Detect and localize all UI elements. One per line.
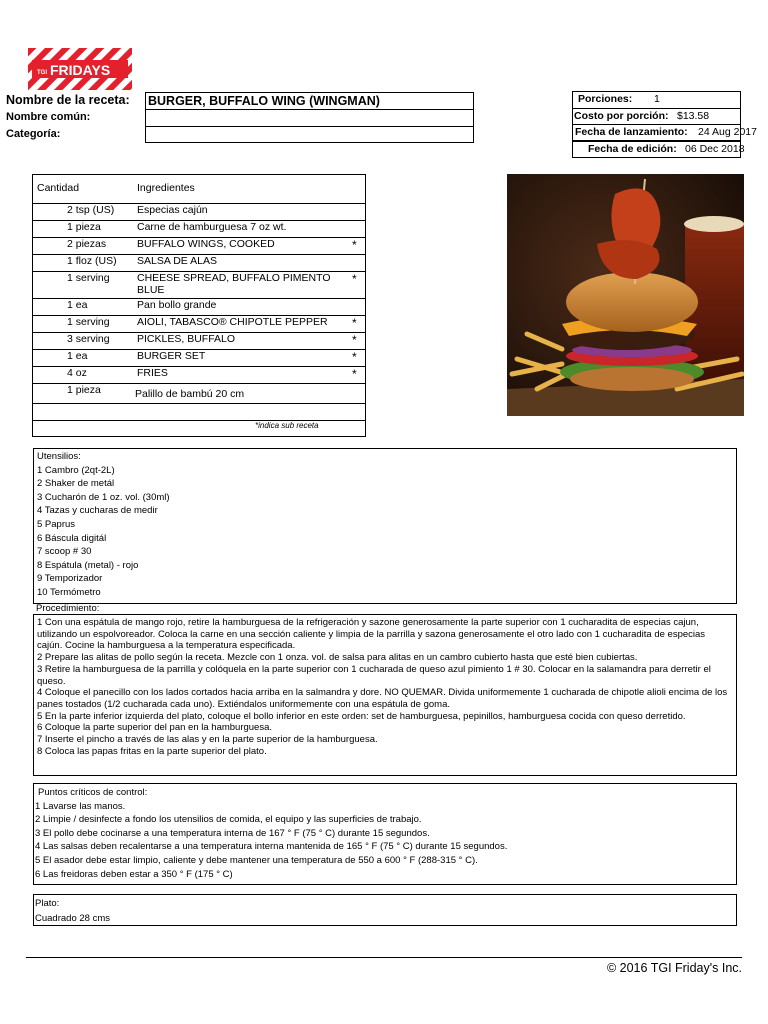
table-row-empty [33, 403, 365, 421]
utensils-section [33, 448, 737, 604]
ingredient-qty: 1 pieza [67, 221, 101, 233]
ingredient-name: SALSA DE ALAS [137, 255, 217, 267]
procedure-title: Procedimiento: [36, 603, 100, 614]
list-item: 4 Tazas y cucharas de medir [37, 505, 158, 517]
table-row [33, 237, 365, 255]
launch-label: Fecha de lanzamiento: [575, 126, 688, 138]
edit-box [572, 141, 745, 158]
list-item: 3 El pollo debe cocinarse a una temperatura interna de 167 ° F (75 ° C) durante 15 segundos. [35, 827, 430, 839]
edit-label: Fecha de edición: [588, 143, 677, 155]
cost-value: $13.58 [677, 110, 710, 122]
ingredient-name: BURGER SET [137, 350, 206, 362]
table-row [33, 298, 365, 316]
procedure-step: 6 Coloque la parte superior del pan en la hamburguesa. [37, 722, 273, 734]
plate-value: Cuadrado 28 cms [35, 913, 110, 924]
procedure-step: 3 Retire la hamburguesa de la parrilla y colóquela en la parte superior con 1 cucharada de queso azul pimiento 1 # 30. Colocar en la salamandra para derretir el queso. [37, 663, 711, 687]
ingredient-name: FRIES [137, 367, 168, 379]
category-label: Categoría: [6, 128, 61, 140]
ingredient-name: PICKLES, BUFFALO [137, 333, 236, 345]
procedure-step: 7 Inserte el pincho a través de las alas y en la parte superior de la hamburguesa. [37, 734, 378, 746]
table-row [33, 203, 365, 221]
ingredient-name: Pan bollo grande [137, 299, 217, 311]
procedure-step: 8 Coloca las papas fritas en la parte superior del plato. [37, 745, 267, 757]
svg-text:TGI: TGI [37, 70, 47, 76]
sub-recipe-star: * [352, 272, 357, 286]
table-row [33, 349, 365, 367]
copyright-text: © 2016 TGI Friday's Inc. [606, 961, 742, 975]
list-item: 10 Termómetro [37, 586, 101, 598]
ingredient-name: AIOLI, TABASCO® CHIPOTLE PEPPER [137, 316, 328, 328]
recipe-name-label: Nombre de la receta: [6, 93, 130, 107]
list-item: 2 Shaker de metál [37, 478, 115, 490]
ingredient-qty: 1 serving [67, 272, 110, 284]
list-item: 9 Temporizador [37, 573, 103, 585]
list-item: 4 Las salsas deben recalentarse a una temperatura interna mantenida de 165 ° F (75 ° C) durante 15 segundos. [35, 841, 508, 853]
ingredient-qty: 1 ea [67, 299, 88, 311]
procedure-step: 2 Prepare las alitas de pollo según la receta. Mezcle con 1 onza. vol. de salsa para alitas en un cambro cubierto hasta que esté bien cubiertas. [37, 652, 638, 664]
ingredient-qty: 1 pieza [67, 384, 101, 396]
cost-box [572, 108, 741, 125]
list-item: 5 El asador debe estar limpio, caliente y debe mantener una temperatura de 550 a 600 ° F (288-315 ° C). [35, 854, 478, 866]
ingredient-name: BUFFALO WINGS, COOKED [137, 238, 275, 250]
sub-recipe-star: * [352, 316, 357, 330]
col-qty-header: Cantidad [37, 182, 80, 194]
utensils-title: Utensilios: [37, 451, 81, 462]
procedure-step: 4 Coloque el panecillo con los lados cortados hacia arriba en la salmandra y dore. NO QUEMAR. Divida uniformemente 1 cucharada de chipotle alioli encima de los panes tostados (1/2 cucharada cada uno). Extiéndalos uniformemente con una espátula de goma. [37, 687, 728, 710]
recipe-name-value: BURGER, BUFFALO WING (WINGMAN) [145, 92, 474, 110]
procedure-step: 1 Con una espátula de mango rojo, retire la hamburguesa de la refrigeración y sazone generosamente la parte superior con 1 cucharadita de especias cajun, utilizando un espolvoreador. Coloca la carne en una sección caliente y limpia de la parrilla y sazona generosamente el otro lado con 1 cucharadita de especias cajún. Cocine la hamburguesa a la temperatura especificada. [37, 617, 706, 652]
ingredient-qty: 2 piezas [67, 238, 107, 250]
sub-recipe-note: *indica sub receta [255, 421, 319, 430]
ingredient-qty: 4 oz [67, 367, 87, 379]
portions-box [572, 91, 741, 109]
list-item: 1 Cambro (2qt-2L) [37, 464, 115, 476]
cost-label: Costo por porción: [574, 110, 669, 122]
table-row [33, 315, 365, 333]
table-row [33, 332, 365, 350]
ingredient-qty: 2 tsp (US) [67, 204, 115, 216]
list-item: 6 Báscula digitál [37, 532, 107, 544]
ingredient-name: CHEESE SPREAD, BUFFALO PIMENTO BLUE [137, 272, 331, 296]
table-row [33, 383, 365, 404]
ingredient-name: Palillo de bambú 20 cm [135, 388, 245, 400]
ingredient-qty: 1 ea [67, 350, 88, 362]
list-item: 8 Espátula (metal) - rojo [37, 559, 139, 571]
ingredient-qty: 1 serving [67, 316, 110, 328]
sub-recipe-star: * [352, 350, 357, 364]
sub-recipe-star: * [352, 238, 357, 252]
table-row [33, 254, 365, 272]
footer-divider [26, 957, 742, 958]
list-item: 5 Paprus [37, 518, 76, 530]
sub-recipe-star: * [352, 333, 357, 347]
plate-title: Plato: [35, 898, 60, 909]
ingredient-qty: 1 floz (US) [67, 255, 117, 267]
table-row [33, 271, 365, 299]
portions-label: Porciones: [578, 93, 633, 105]
launch-box [572, 124, 757, 141]
portions-value: 1 [654, 93, 660, 105]
plate-section [33, 894, 737, 926]
tgi-fridays-logo [28, 48, 132, 90]
table-row [33, 366, 365, 384]
common-name-label: Nombre común: [6, 111, 91, 123]
control-points-title: Puntos críticos de control: [38, 787, 148, 798]
category-value [145, 126, 474, 143]
sub-recipe-star: * [352, 367, 357, 381]
list-item: 1 Lavarse las manos. [35, 800, 126, 812]
table-row [33, 220, 365, 238]
burger-photo [507, 174, 744, 416]
ingredients-table [32, 174, 366, 437]
ingredients-header [33, 175, 365, 204]
list-item: 2 Limpie / desinfecte a fondo los utensilios de comida, el equipo y las superficies de trabajo. [35, 814, 422, 826]
procedure-section [33, 614, 737, 776]
edit-value: 06 Dec 2018 [685, 143, 745, 155]
ingredient-qty: 3 serving [67, 333, 110, 345]
launch-value: 24 Aug 2017 [698, 126, 757, 138]
ingredient-name: Especias cajún [137, 204, 208, 216]
svg-text:FRIDAYS: FRIDAYS [50, 62, 111, 78]
procedure-step: 5 En la parte inferior izquierda del plato, coloque el bollo inferior en este orden: set de hamburguesa, pepinillos, hamburguesa cocida con queso derretido. [37, 710, 686, 722]
common-name-value [145, 109, 474, 127]
control-points-section [33, 783, 737, 885]
col-name-header: Ingredientes [137, 182, 195, 194]
list-item: 3 Cucharón de 1 oz. vol. (30ml) [37, 491, 170, 503]
list-item: 7 scoop # 30 [37, 546, 92, 558]
list-item: 6 Las freidoras deben estar a 350 ° F (175 ° C) [35, 868, 233, 880]
ingredient-name: Carne de hamburguesa 7 oz wt. [137, 221, 287, 233]
